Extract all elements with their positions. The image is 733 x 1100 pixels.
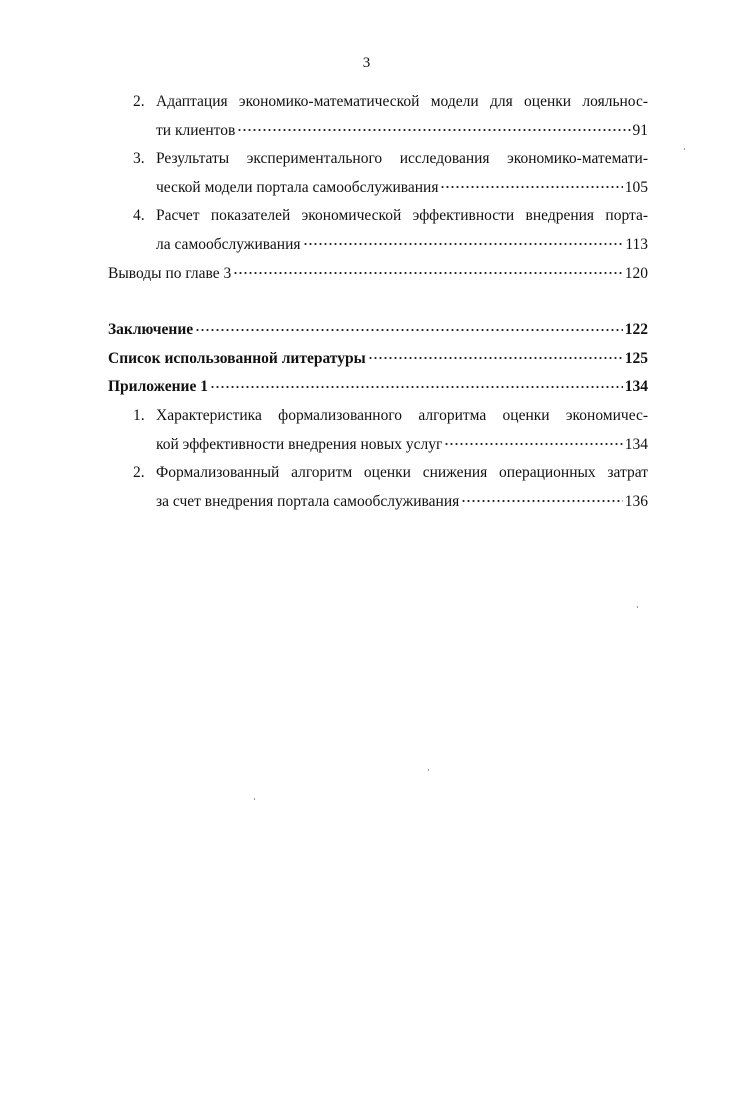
toc-entry-ch3-sec4 [108, 202, 648, 259]
dot-leader [237, 119, 630, 135]
toc-entry-number: 2. [133, 93, 145, 110]
toc-entry-page: 113 [625, 235, 648, 253]
dot-leader [444, 433, 622, 449]
toc-entry-ch3-sec3 [108, 145, 648, 202]
toc-entry-page: 125 [624, 349, 648, 367]
toc-entry-title: Список использованной литературы [108, 349, 366, 367]
toc-entry-title-line2 [156, 488, 648, 517]
toc-entry-number: 3. [133, 150, 145, 168]
toc-entry-title-line1: Результаты экспериментального исследования экономико-математи- [156, 150, 648, 168]
dot-leader [303, 233, 624, 249]
toc-entry-page: 105 [624, 178, 648, 196]
scan-speck [637, 606, 638, 608]
toc-entry-page: 136 [624, 492, 648, 510]
dot-leader [195, 319, 623, 335]
toc-entry-title: Приложение 1 [108, 378, 208, 396]
toc-entry-title-line1: Формализованный алгоритм оценки снижения операционных затрат [156, 464, 648, 482]
toc-entry-page: 91 [632, 121, 648, 139]
toc-entry-title: Заключение [108, 321, 194, 339]
toc-spacer [108, 288, 648, 316]
toc-entry-title-end: ла самообслуживания [156, 235, 301, 253]
toc-entry-appendix-1 [108, 373, 648, 402]
toc-entry-page: 122 [624, 321, 648, 339]
toc-entry-title-line2 [156, 117, 648, 146]
toc-entry-title-end: кой эффективности внедрения новых услуг [156, 435, 443, 453]
toc-entry-title-end: за счет внедрения портала самообслуживания [156, 492, 460, 510]
toc-entry-title-line1: Расчет показателей экономической эффективности внедрения порта- [156, 207, 648, 225]
toc-entry-title-line2 [156, 431, 648, 460]
dot-leader [461, 490, 623, 506]
toc-entry-title: Выводы по главе 3 [108, 264, 232, 282]
toc-entry-appendix-item2 [108, 459, 648, 516]
scan-speck [428, 769, 429, 771]
toc-entry-number: 1. [133, 406, 145, 424]
toc-entry-appendix-item1 [108, 402, 648, 459]
scan-speck [254, 798, 255, 800]
toc-entry-references [108, 345, 648, 374]
toc-entry-title-line1: Адаптация экономико-математической модели для оценки лояльнос- [156, 93, 648, 110]
dot-leader [233, 262, 622, 278]
toc-entry-ch3-sec2 [108, 88, 648, 145]
toc-entry-page: 120 [624, 264, 648, 282]
toc-entry-title-line2 [156, 231, 648, 260]
dot-leader [210, 376, 623, 392]
toc-entry-page: 134 [624, 435, 648, 453]
toc-entry-number: 2. [133, 464, 145, 482]
toc-entry-number: 4. [133, 207, 145, 225]
toc-entry-page: 134 [624, 378, 648, 396]
toc-entry-conclusion [108, 316, 648, 345]
dot-leader [368, 347, 623, 363]
page-number: 3 [362, 55, 371, 71]
toc-entry-title-end: ческой модели портала самообслуживания [156, 178, 439, 196]
table-of-contents [108, 88, 648, 516]
toc-entry-title-line2 [156, 174, 648, 203]
scan-speck [684, 148, 685, 150]
toc-entry-title-line1: Характеристика формализованного алгоритма оценки экономичес- [156, 406, 648, 424]
dot-leader [440, 176, 622, 192]
toc-entry-title-end: ти клиентов [156, 121, 236, 139]
toc-entry-conclusions-ch3 [108, 260, 648, 289]
